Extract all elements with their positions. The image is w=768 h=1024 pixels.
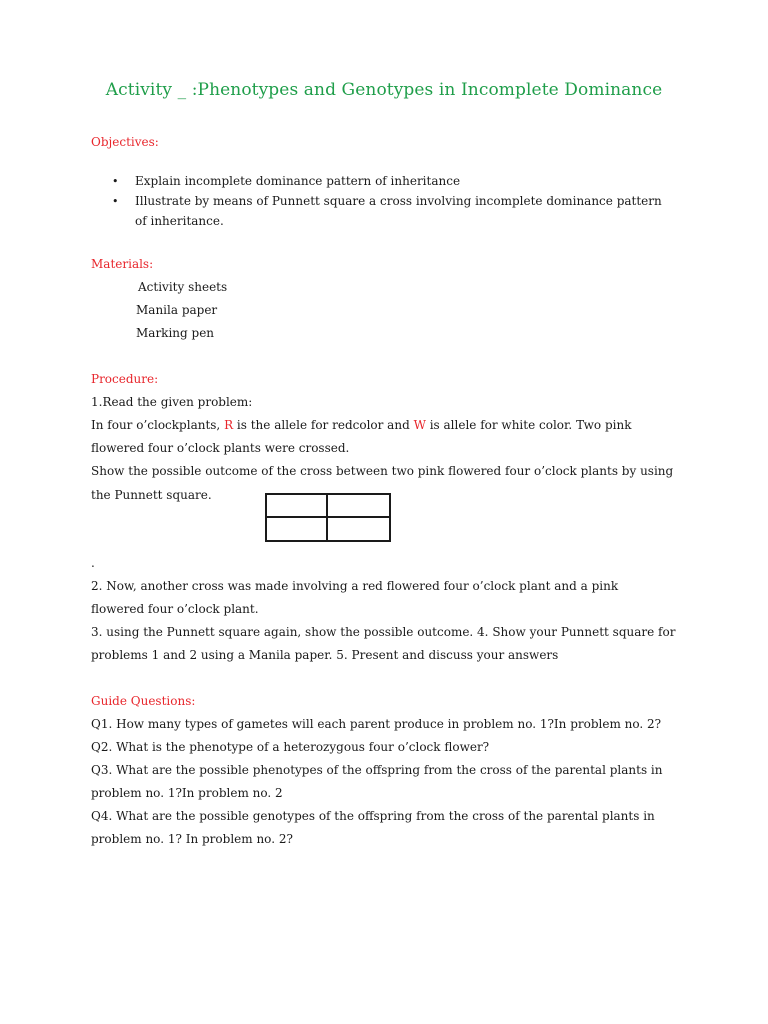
procedure-step-3-line1: 3. using the Punnett square again, show the possible outcome. 4. Show your Punnett square for <box>91 625 676 639</box>
procedure-step-3-line2: problems 1 and 2 using a Manila paper. 5. Present and discuss your answers <box>91 648 559 662</box>
bullet-icon: • <box>112 175 119 188</box>
problem-text: is allele for white color. Two pink <box>425 418 632 432</box>
material-item: Activity sheets <box>138 280 228 294</box>
procedure-show-line1: Show the possible outcome of the cross between two pink flowered four o’clock plants by using <box>91 464 674 478</box>
material-item: Marking pen <box>136 326 215 340</box>
punnett-square <box>265 493 391 542</box>
problem-text: is the allele for redcolor and <box>233 418 414 432</box>
bullet-icon: • <box>112 195 119 208</box>
page-title: Activity _ :Phenotypes and Genotypes in Incomplete Dominance <box>105 80 663 100</box>
punnett-cell <box>328 518 389 541</box>
punnett-cell <box>328 495 389 518</box>
procedure-step-1: 1.Read the given problem: <box>91 395 253 409</box>
guide-question-line: Q4. What are the possible genotypes of the offspring from the cross of the parental plants in <box>91 809 655 823</box>
procedure-problem <box>91 418 631 432</box>
guide-questions-heading: Guide Questions: <box>91 694 196 708</box>
objective-text: Illustrate by means of Punnett square a cross involving incomplete dominance pattern <box>135 194 662 208</box>
guide-question-line: Q1. How many types of gametes will each parent produce in problem no. 1?In problem no. 2? <box>91 717 662 731</box>
procedure-problem-line2: flowered four o’clock plants were crossed. <box>91 441 350 455</box>
procedure-step-2-line1: 2. Now, another cross was made involving a red flowered four o’clock plant and a pink <box>91 579 619 593</box>
guide-question-line: Q3. What are the possible phenotypes of the offspring from the cross of the parental plants in <box>91 763 663 777</box>
objective-continuation: of inheritance. <box>135 214 224 228</box>
materials-heading: Materials: <box>91 257 154 271</box>
punnett-cell <box>267 495 328 518</box>
objective-item-1 <box>112 174 460 188</box>
allele-w: W <box>413 418 426 432</box>
objective-text: Explain incomplete dominance pattern of inheritance <box>135 174 461 188</box>
guide-question-line: Q2. What is the phenotype of a heterozygous four o’clock flower? <box>91 740 490 754</box>
stray-dot: . <box>91 556 95 570</box>
procedure-show-line2: the Punnett square. <box>91 488 212 502</box>
allele-r: R <box>224 418 234 432</box>
material-item: Manila paper <box>136 303 218 317</box>
objectives-heading: Objectives: <box>91 135 159 149</box>
problem-text: In four o’clockplants, <box>91 418 225 432</box>
objective-item-2 <box>112 194 662 208</box>
procedure-heading: Procedure: <box>91 372 159 386</box>
procedure-step-2-line2: flowered four o’clock plant. <box>91 602 259 616</box>
guide-question-line: problem no. 1? In problem no. 2? <box>91 832 293 846</box>
guide-question-line: problem no. 1?In problem no. 2 <box>91 786 283 800</box>
punnett-cell <box>267 518 328 541</box>
